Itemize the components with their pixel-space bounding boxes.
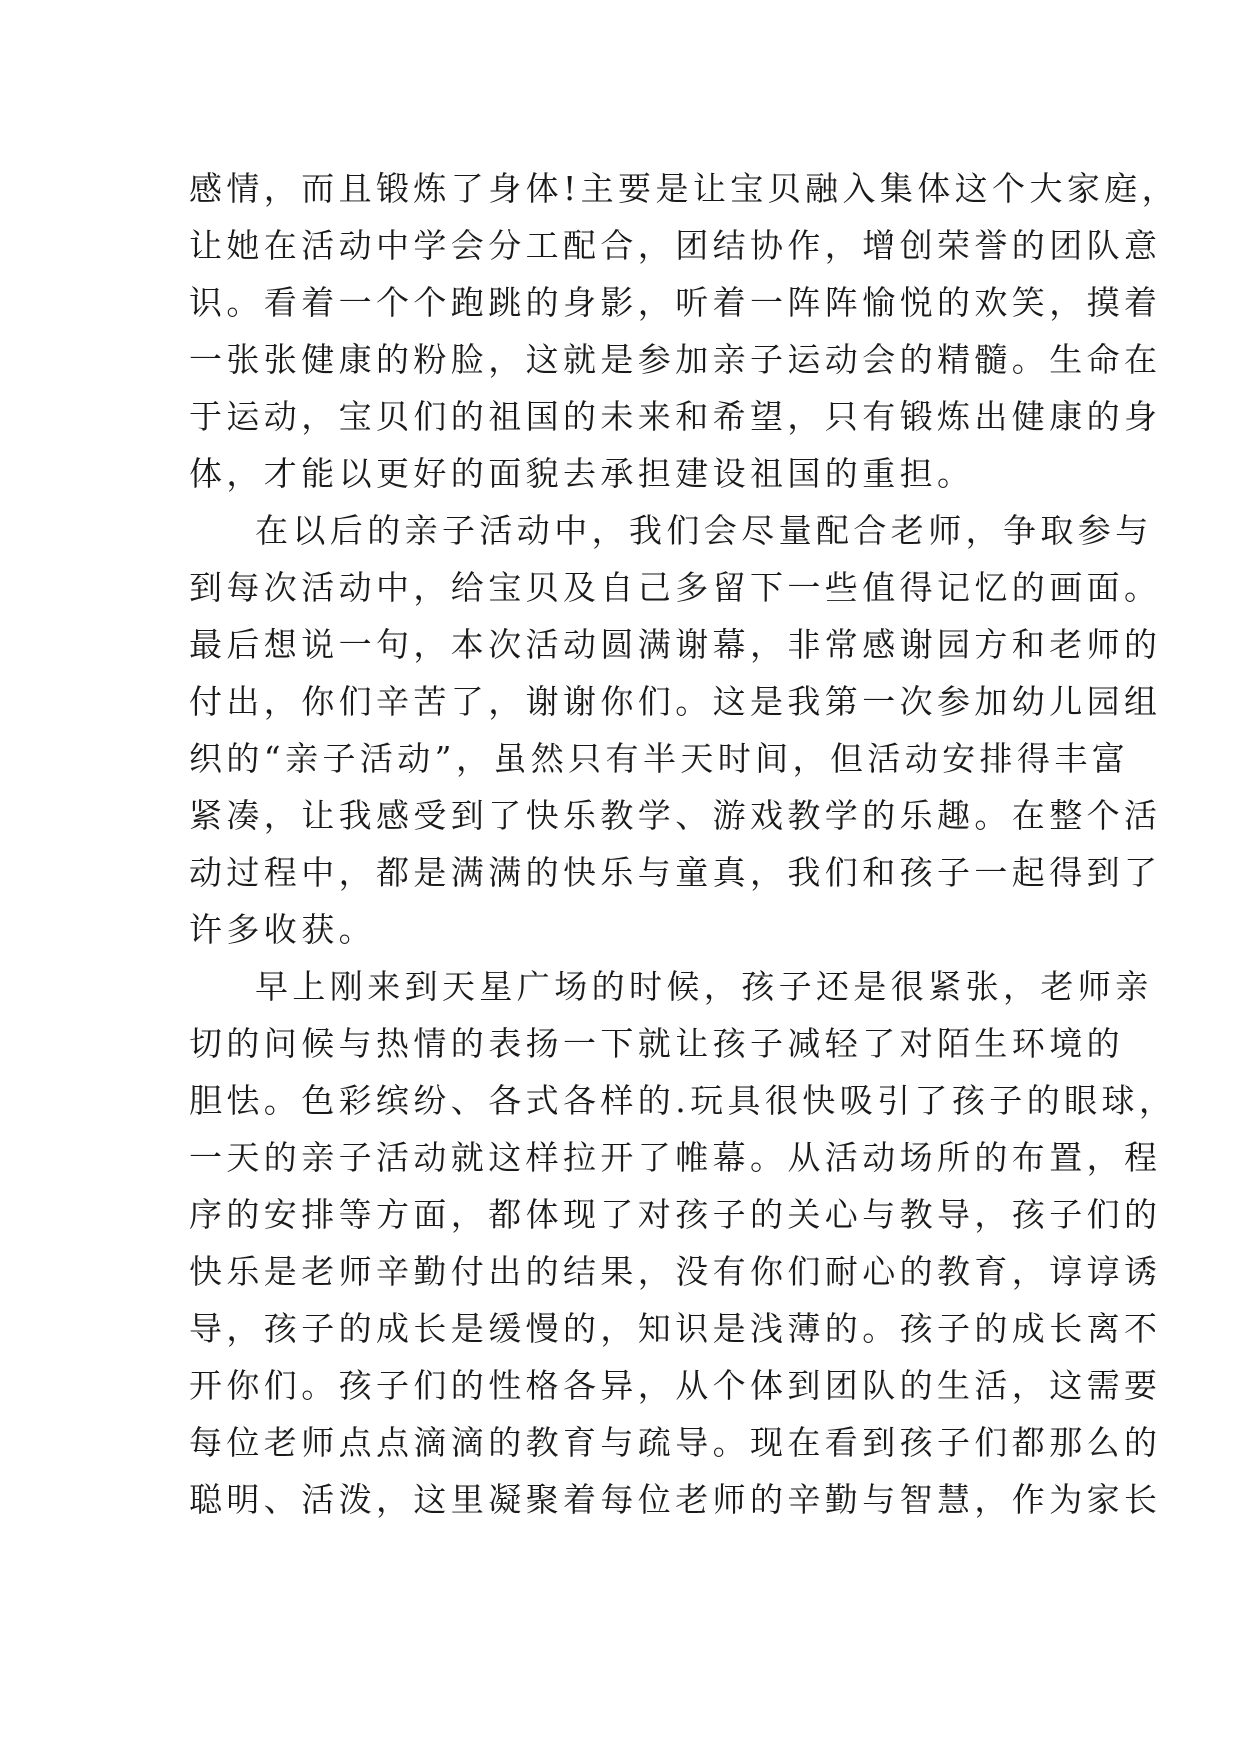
text-line: 动过程中，都是满满的快乐与童真，我们和孩子一起得到了	[189, 853, 1162, 892]
text-line: 感情，而且锻炼了身体!主要是让宝贝融入集体这个大家庭，	[189, 169, 1180, 208]
text-line: 每位老师点点滴滴的教育与疏导。现在看到孩子们都那么的	[189, 1423, 1162, 1462]
paragraph-first-line: 早上刚来到天星广场的时候，孩子还是很紧张，老师亲	[255, 967, 1153, 1006]
text-line: 聪明、活泼，这里凝聚着每位老师的辛勤与智慧，作为家长	[189, 1480, 1162, 1519]
text-line: 导，孩子的成长是缓慢的，知识是浅薄的。孩子的成长离不	[189, 1309, 1162, 1348]
text-line: 快乐是老师辛勤付出的结果，没有你们耐心的教育，谆谆诱	[189, 1252, 1162, 1291]
text-line: 于运动，宝贝们的祖国的未来和希望，只有锻炼出健康的身	[189, 397, 1162, 436]
text-line: 让她在活动中学会分工配合，团结协作，增创荣誉的团队意	[189, 226, 1162, 265]
paragraph-first-line: 在以后的亲子活动中，我们会尽量配合老师，争取参与	[255, 511, 1153, 550]
text-line: 最后想说一句，本次活动圆满谢幕，非常感谢园方和老师的	[189, 625, 1162, 664]
text-line: 开你们。孩子们的性格各异，从个体到团队的生活，这需要	[189, 1366, 1162, 1405]
text-line: 一张张健康的粉脸，这就是参加亲子运动会的精髓。生命在	[189, 340, 1162, 379]
text-line: 到每次活动中，给宝贝及自己多留下一些值得记忆的画面。	[189, 568, 1162, 607]
text-line: 切的问候与热情的表扬一下就让孩子减轻了对陌生环境的	[189, 1024, 1124, 1063]
text-line: 体，才能以更好的面貌去承担建设祖国的重担。	[189, 454, 975, 493]
text-line: 序的安排等方面，都体现了对孩子的关心与教导，孩子们的	[189, 1195, 1162, 1234]
text-line: 胆怯。色彩缤纷、各式各样的.玩具很快吸引了孩子的眼球，	[189, 1081, 1177, 1120]
text-line: 紧凑，让我感受到了快乐教学、游戏教学的乐趣。在整个活	[189, 796, 1162, 835]
text-line: 识。看着一个个跑跳的身影，听着一阵阵愉悦的欢笑，摸着	[189, 283, 1162, 322]
text-line: 许多收获。	[189, 910, 376, 949]
text-line: 付出，你们辛苦了，谢谢你们。这是我第一次参加幼儿园组	[189, 682, 1162, 721]
text-line: 一天的亲子活动就这样拉开了帷幕。从活动场所的布置，程	[189, 1138, 1162, 1177]
text-line: 织的“亲子活动”，虽然只有半天时间，但活动安排得丰富	[189, 739, 1130, 778]
